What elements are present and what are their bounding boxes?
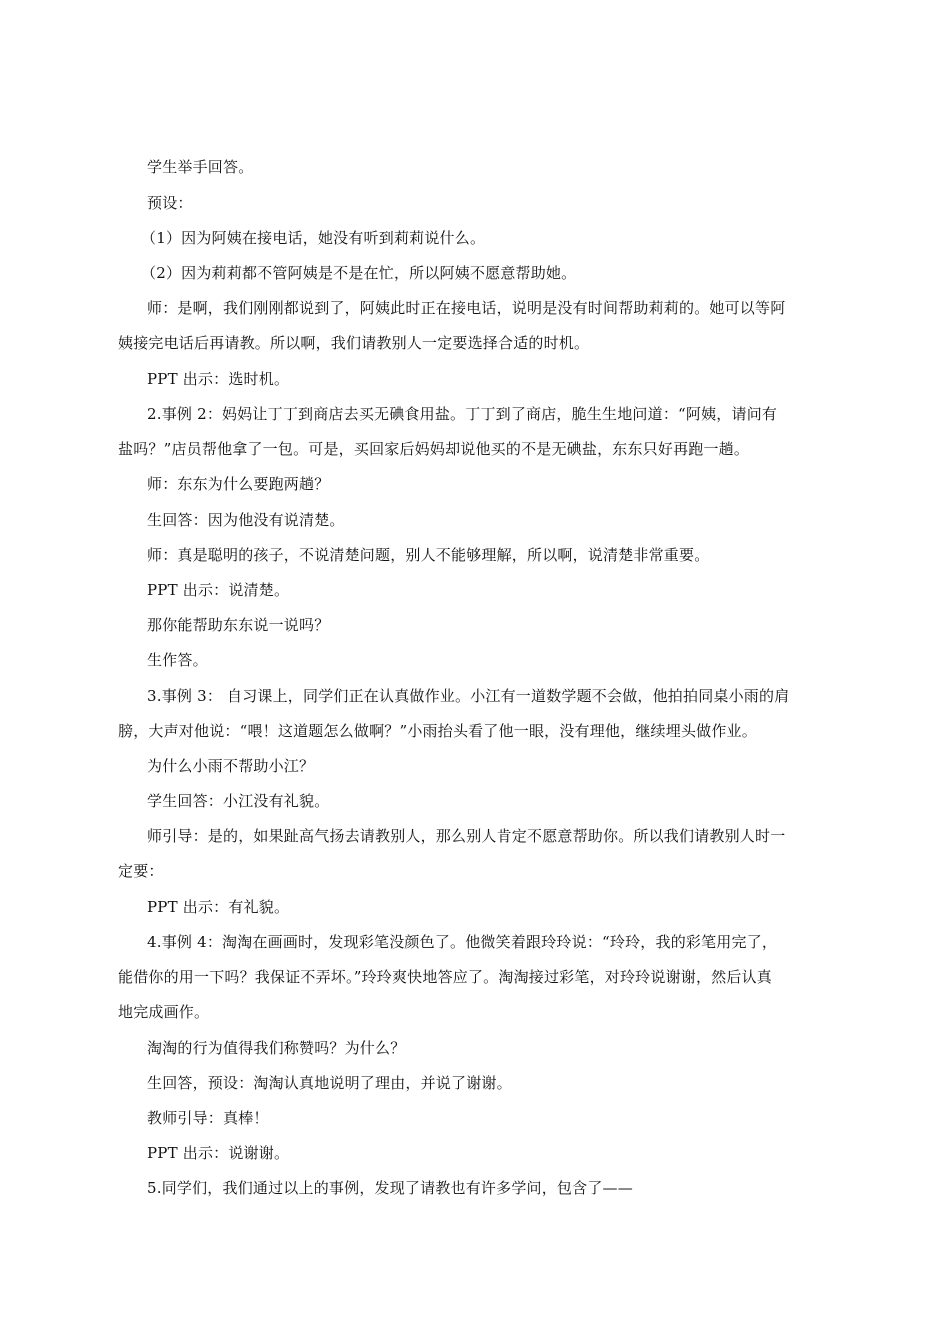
text-line: 能借你的用一下吗？我保证不弄坏。”玲玲爽快地答应了。淘淘接过彩笔，对玲玲说谢谢，然后认真 [118, 968, 772, 986]
text-line: 师：东东为什么要跑两趟？ [147, 475, 330, 493]
text-line: 教师引导：真棒！ [147, 1109, 269, 1127]
text-line: 生作答。 [147, 651, 208, 669]
text-line: 2.事例 2：妈妈让丁丁到商店去买无碘食用盐。丁丁到了商店，脆生生地问道：“阿姨，请问有 [147, 405, 778, 423]
text-line: 地完成画作。 [118, 1003, 210, 1021]
text-line: 膀，大声对他说：“喂！这道题怎么做啊？”小雨抬头看了他一眼，没有理他，继续埋头做作业。 [118, 722, 757, 740]
text-line: 3.事例 3： 自习课上，同学们正在认真做作业。小江有一道数学题不会做，他拍拍同桌小雨的肩 [147, 687, 790, 705]
text-line: 盐吗？”店员帮他拿了一包。可是，买回家后妈妈却说他买的不是无碘盐，东东只好再跑一趟。 [118, 440, 750, 458]
text-line: 师：真是聪明的孩子，不说清楚问题，别人不能够理解，所以啊，说清楚非常重要。 [147, 546, 710, 564]
text-line: PPT 出示：说清楚。 [147, 581, 290, 599]
text-line: 5.同学们，我们通过以上的事例，发现了请教也有许多学问，包含了—— [147, 1179, 633, 1197]
text-line: 淘淘的行为值得我们称赞吗？为什么？ [147, 1039, 406, 1057]
text-line: （2）因为莉莉都不管阿姨是不是在忙，所以阿姨不愿意帮助她。 [141, 264, 577, 282]
text-line: PPT 出示：说谢谢。 [147, 1144, 290, 1162]
text-line: 生回答，预设：淘淘认真地说明了理由，并说了谢谢。 [147, 1074, 512, 1092]
text-line: PPT 出示：有礼貌。 [147, 898, 290, 916]
text-line: （1）因为阿姨在接电话，她没有听到莉莉说什么。 [141, 229, 486, 247]
text-line: 4.事例 4：淘淘在画画时，发现彩笔没颜色了。他微笑着跟玲玲说：“玲玲，我的彩笔用完了， [147, 933, 778, 951]
text-line: 学生举手回答。 [147, 158, 254, 176]
text-line: 学生回答：小江没有礼貌。 [147, 792, 330, 810]
text-line: 生回答：因为他没有说清楚。 [147, 511, 345, 529]
text-line: 定要： [118, 862, 164, 880]
text-line: 师引导：是的，如果趾高气扬去请教别人，那么别人肯定不愿意帮助你。所以我们请教别人时一 [147, 827, 786, 845]
text-line: 那你能帮助东东说一说吗？ [147, 616, 330, 634]
text-line: PPT 出示：选时机。 [147, 370, 290, 388]
text-line: 师：是啊，我们刚刚都说到了，阿姨此时正在接电话，说明是没有时间帮助莉莉的。她可以等阿 [147, 299, 786, 317]
text-line: 预设： [147, 194, 193, 212]
text-line: 姨接完电话后再请教。所以啊，我们请教别人一定要选择合适的时机。 [118, 334, 590, 352]
text-line: 为什么小雨不帮助小江？ [147, 757, 315, 775]
